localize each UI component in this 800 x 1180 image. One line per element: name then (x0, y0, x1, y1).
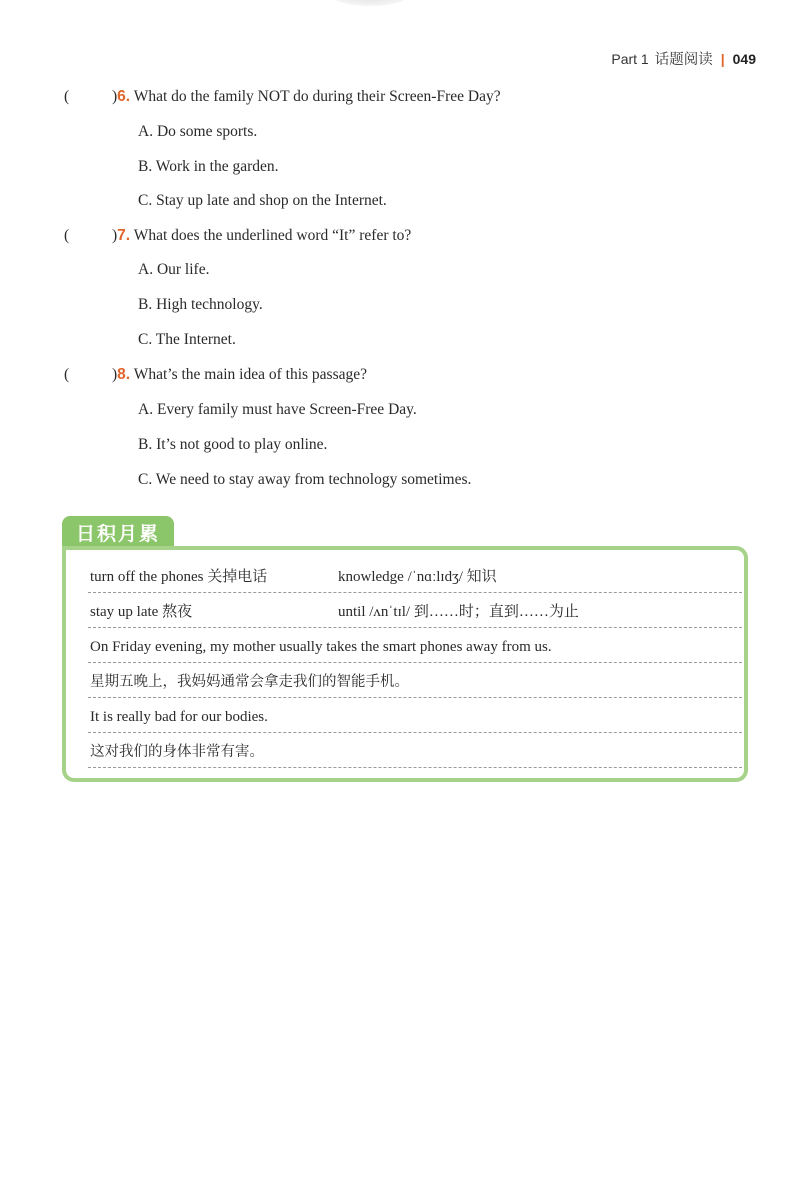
vocab-row (88, 558, 742, 593)
question-number: 6. (117, 88, 131, 105)
vocab-word: knowledge /ˈnɑːlɪdʒ/ 知识 (338, 569, 497, 585)
question-number: 7. (117, 227, 131, 244)
example-sentence: On Friday evening, my mother usually takes the smart phones away from us. (90, 639, 552, 655)
example-translation: 这对我们的身体非常有害。 (90, 744, 264, 760)
page-number: 049 (732, 50, 756, 67)
question-stem (112, 88, 501, 106)
vocab-phrase: stay up late 熬夜 (90, 604, 193, 620)
paren-close: ) (112, 366, 118, 383)
vocab-phrase: turn off the phones 关掉电话 (90, 569, 268, 585)
option-a: A. Our life. (138, 261, 210, 278)
question-text: What’s the main idea of this passage? (133, 366, 368, 383)
vocab-box (62, 546, 748, 782)
answer-blank-open[interactable]: ( (64, 366, 70, 383)
option-a: A. Do some sports. (138, 123, 258, 140)
paren-close: ) (112, 88, 118, 105)
header-part: Part 1 (611, 50, 649, 67)
paren-close: ) (112, 227, 118, 244)
option-c: C. The Internet. (138, 331, 236, 348)
option-c: C. Stay up late and shop on the Internet. (138, 192, 387, 209)
example-sentence: It is really bad for our bodies. (90, 709, 268, 725)
page-top-smudge (330, 0, 410, 6)
question-number: 8. (117, 366, 131, 383)
header-section: 话题阅读 (654, 52, 713, 68)
option-b: B. High technology. (138, 296, 263, 313)
vocab-row (88, 663, 742, 698)
vocab-row (88, 698, 742, 733)
question-stem (112, 227, 411, 245)
answer-blank-open[interactable]: ( (64, 88, 70, 105)
answer-blank-open[interactable]: ( (64, 227, 70, 244)
example-translation: 星期五晚上，我妈妈通常会拿走我们的智能手机。 (90, 674, 409, 690)
page-header (611, 48, 756, 69)
option-a: A. Every family must have Screen-Free Day. (138, 401, 417, 418)
vocab-row (88, 628, 742, 663)
question-stem (112, 366, 367, 384)
vocab-box-title: 日积月累 (62, 516, 174, 548)
option-b: B. It’s not good to play online. (138, 436, 328, 453)
vocab-row (88, 733, 742, 768)
header-separator: | (720, 50, 725, 67)
option-b: B. Work in the garden. (138, 158, 279, 175)
option-c: C. We need to stay away from technology sometimes. (138, 471, 472, 488)
question-text: What do the family NOT do during their Screen-Free Day? (133, 88, 501, 105)
vocab-row (88, 593, 742, 628)
question-text: What does the underlined word “It” refer to? (133, 227, 412, 244)
vocab-word: until /ʌnˈtɪl/ 到……时；直到……为止 (338, 604, 579, 620)
